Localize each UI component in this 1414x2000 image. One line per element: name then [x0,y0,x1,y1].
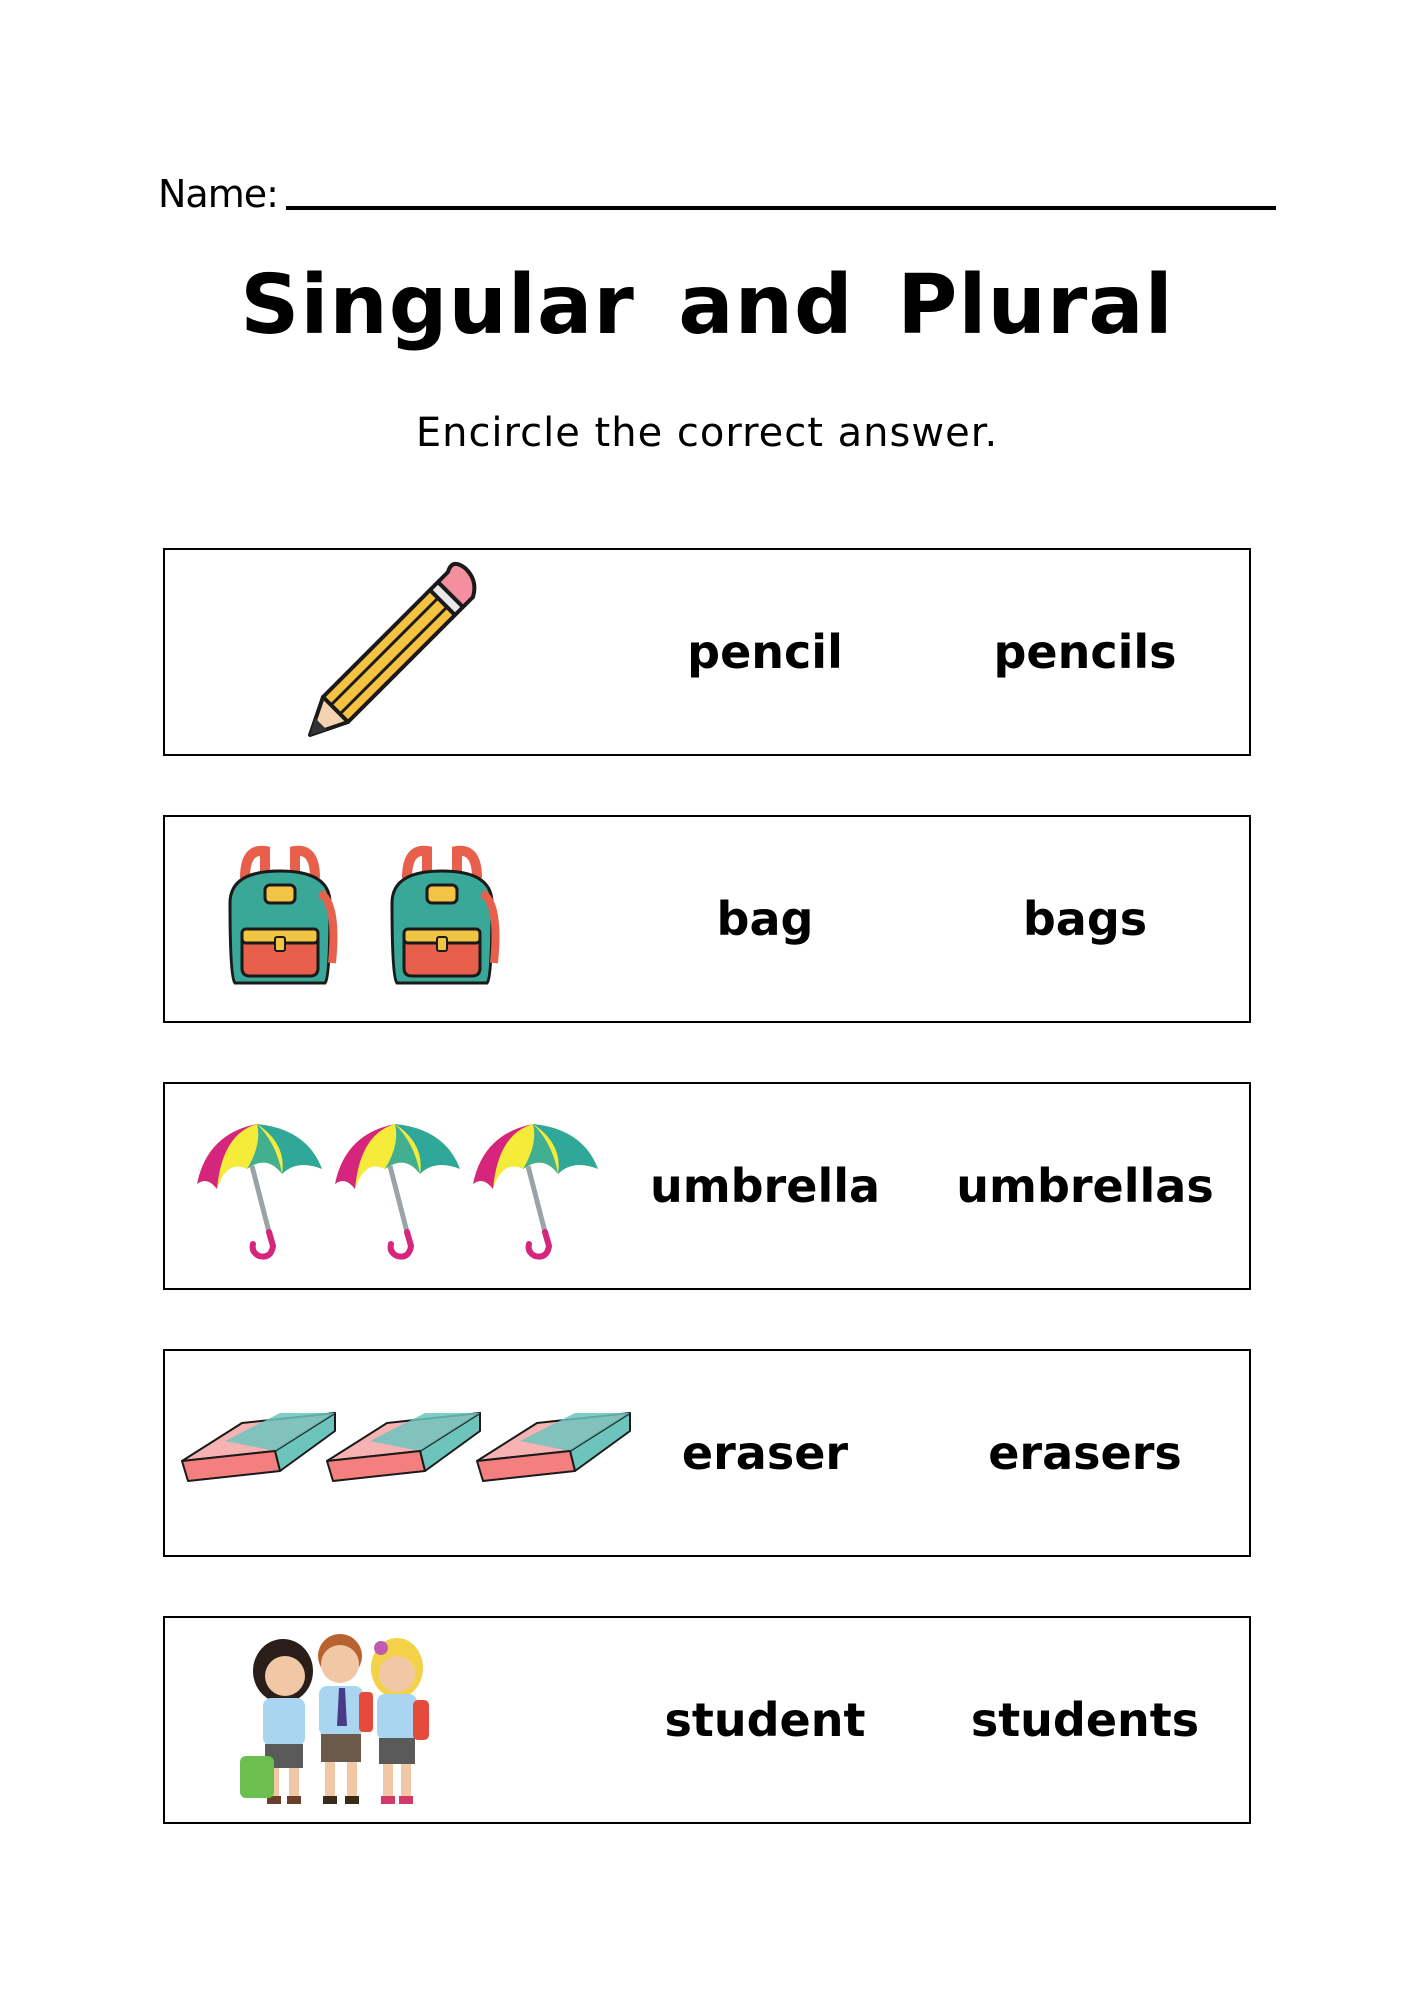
students-illustration [235,1626,455,1816]
option-plural[interactable]: pencils [993,625,1177,679]
row-picture [165,817,645,1021]
option-plural[interactable]: erasers [988,1426,1182,1480]
option-singular[interactable]: eraser [681,1426,849,1480]
option-singular[interactable]: umbrella [649,1159,881,1213]
page-title: Singular and Plural [240,258,1174,353]
option-singular[interactable]: pencil [687,625,843,679]
umbrella-icon [187,1114,327,1264]
umbrella-icon [325,1114,465,1264]
name-row [158,168,1278,218]
name-label: Name: [158,172,278,216]
option-plural[interactable]: bags [1022,892,1148,946]
exercise-row-bag [163,815,1251,1023]
instruction-text: Encircle the correct answer. [415,410,999,456]
option-plural[interactable]: umbrellas [956,1159,1214,1213]
name-write-line[interactable] [286,206,1276,210]
backpack-icon [220,843,340,993]
row-picture [165,1618,645,1822]
pencil-icon [280,550,480,750]
option-plural[interactable]: students [970,1693,1200,1747]
umbrella-icon [463,1114,603,1264]
option-singular[interactable]: bag [716,892,814,946]
exercise-row-student [163,1616,1251,1824]
backpack-icon [382,843,502,993]
row-picture [165,550,645,754]
eraser-icon [180,1401,340,1501]
exercise-row-pencil [163,548,1251,756]
option-singular[interactable]: student [664,1693,866,1747]
row-picture [165,1084,645,1288]
row-picture [165,1351,645,1555]
exercise-row-umbrella [163,1082,1251,1290]
eraser-icon [325,1401,485,1501]
exercise-row-eraser [163,1349,1251,1557]
